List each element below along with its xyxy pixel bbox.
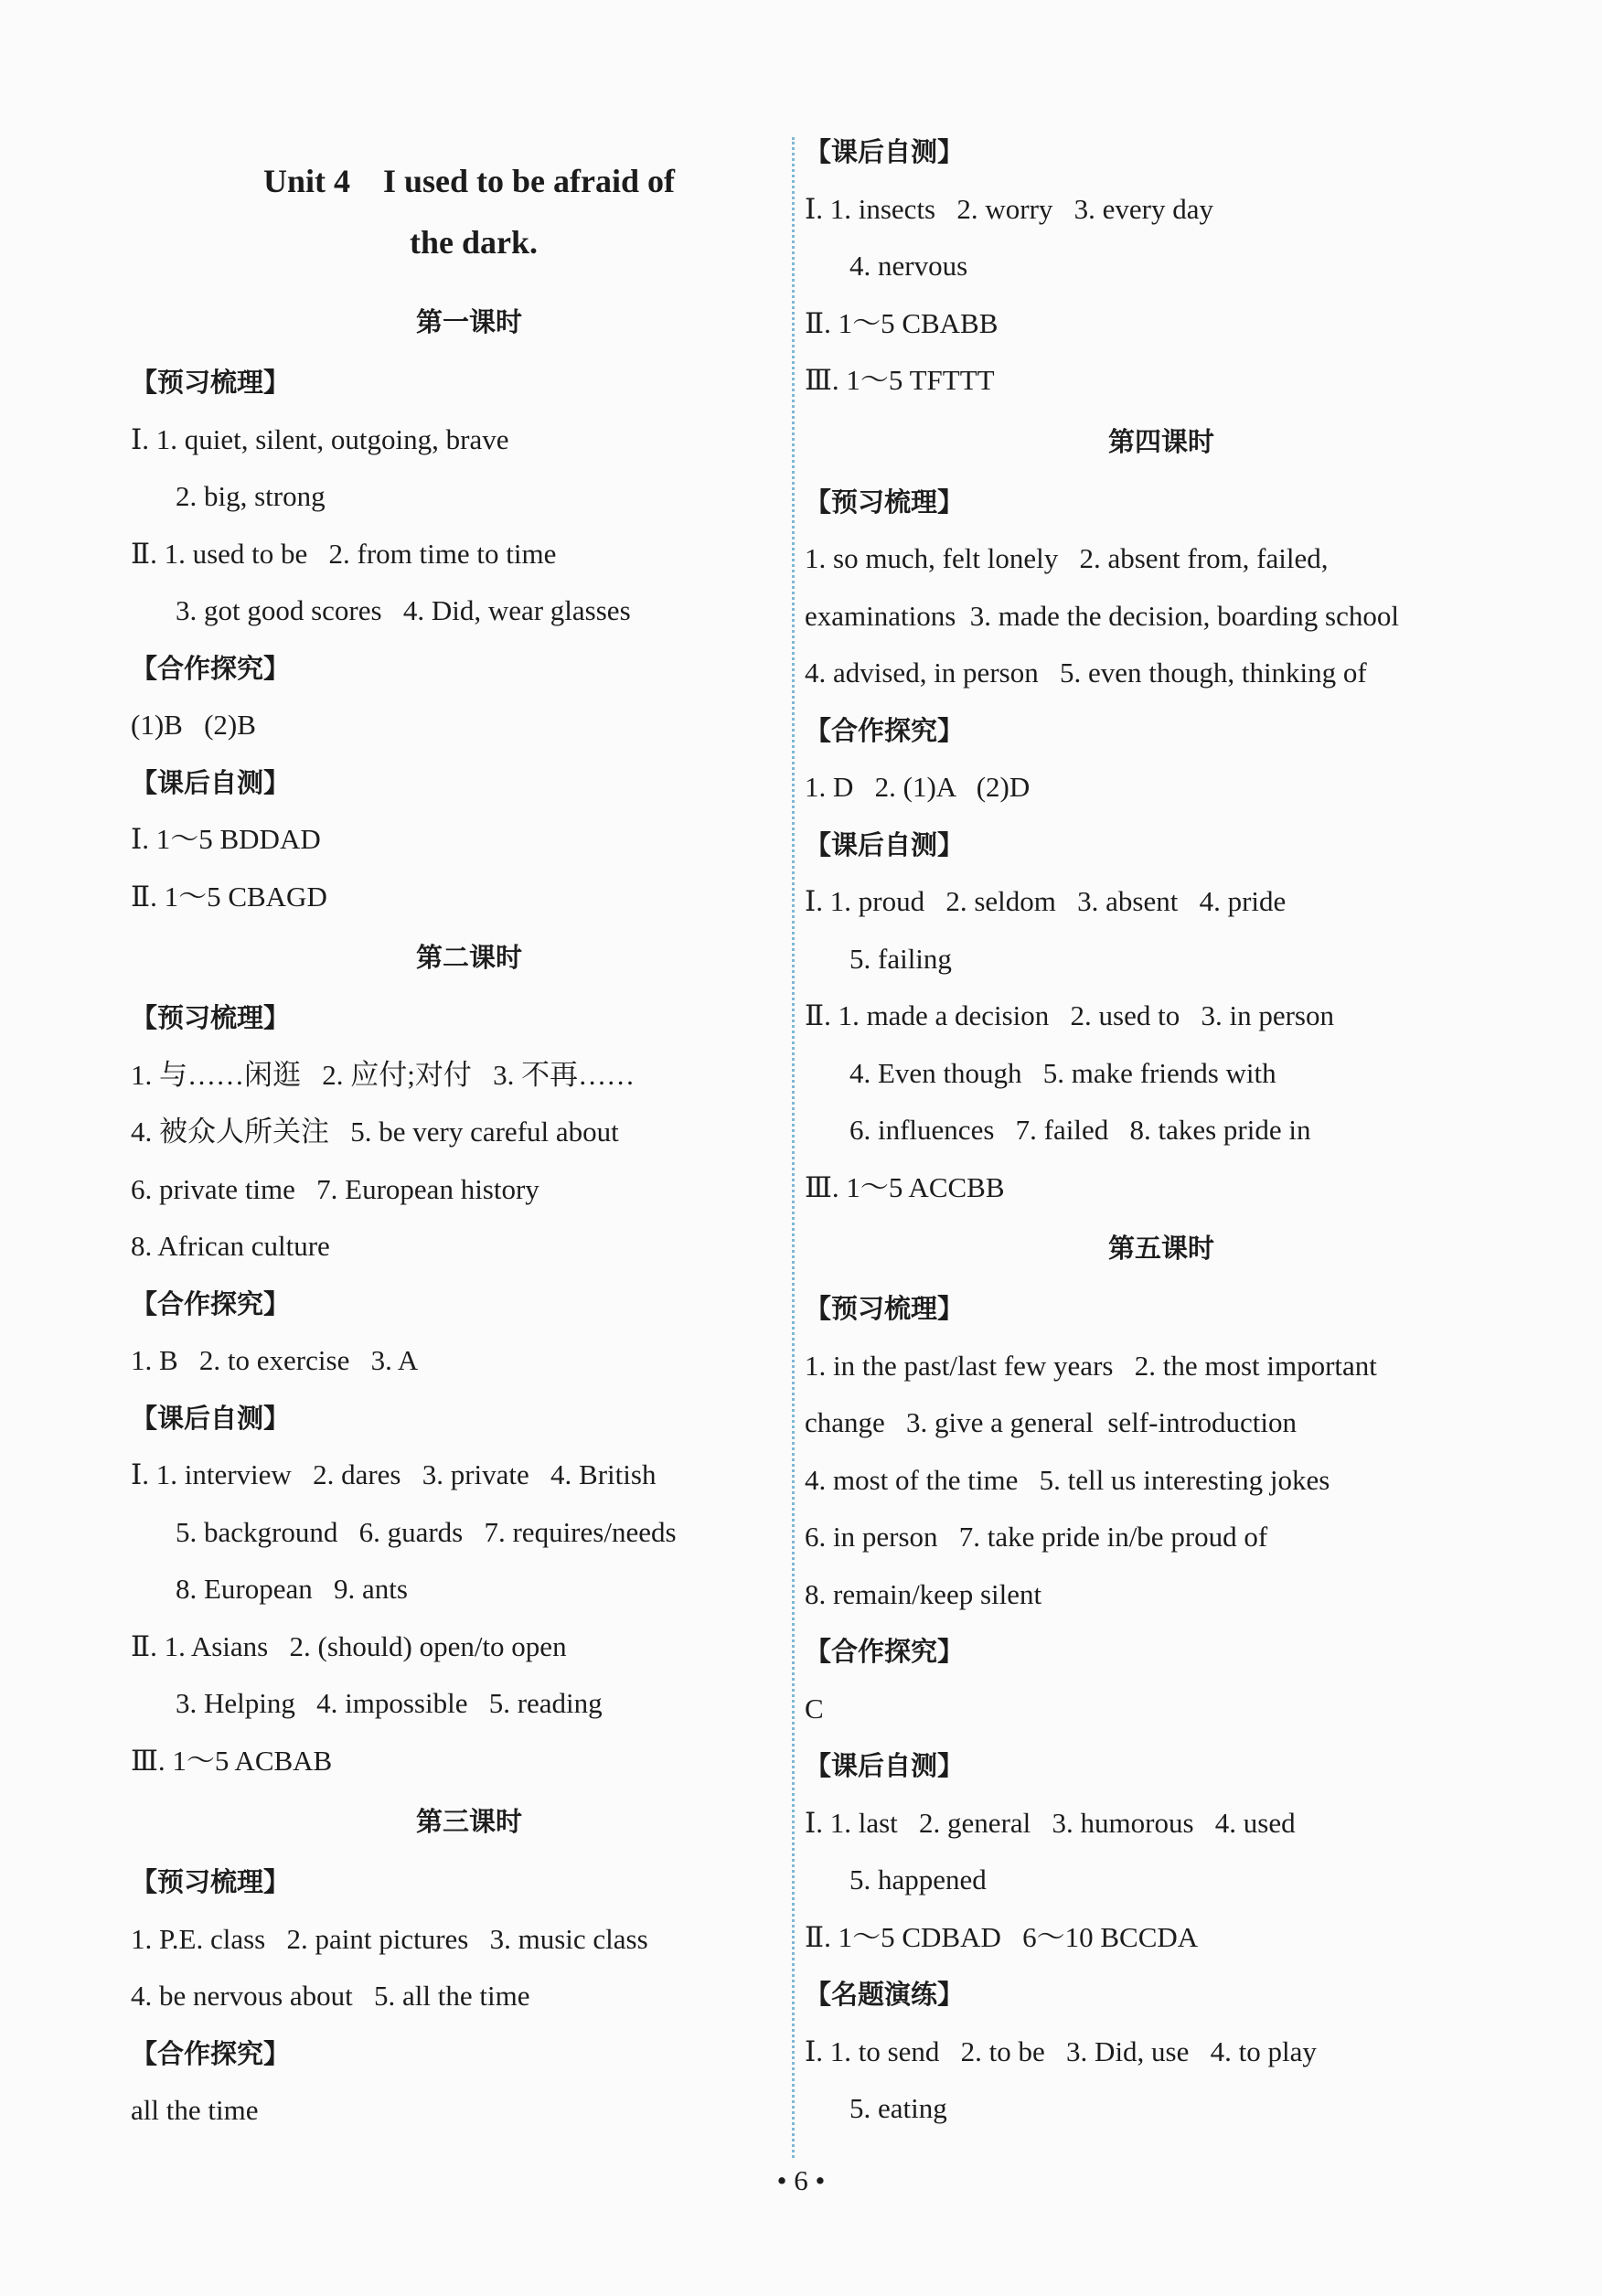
answer-line: Ⅰ. 1. interview 2. dares 3. private 4. British	[131, 1458, 657, 1490]
answer-line: 8. European 9. ants	[176, 1573, 408, 1605]
answer-line: 5. background 6. guards 7. requires/needs	[176, 1515, 677, 1548]
answer-line: 5. failing	[849, 942, 952, 975]
answer-line: 3. Helping 4. impossible 5. reading	[176, 1687, 603, 1719]
answer-line: Ⅱ. 1. Asians 2. (should) open/to open	[131, 1629, 567, 1662]
lesson-4-cooperate-heading: 【合作探究】	[805, 714, 965, 746]
lesson-5-selftest-heading: 【课后自测】	[805, 1750, 965, 1781]
answer-line: Ⅱ. 1～5 CDBAD 6～10 BCCDA	[805, 1920, 1199, 1953]
lesson-2-selftest-heading: 【课后自测】	[131, 1402, 291, 1434]
lesson-5-cooperate-heading: 【合作探究】	[805, 1636, 965, 1667]
answer-line: change 3. give a general self-introduction	[805, 1406, 1297, 1438]
answer-line: 1. 与……闲逛 2. 应付;对付 3. 不再……	[131, 1058, 635, 1091]
answer-line: 5. happened	[849, 1863, 987, 1896]
answer-line: 4. nervous	[849, 250, 968, 282]
answer-line: 1. D 2. (1)A (2)D	[805, 771, 1031, 803]
lesson-2-cooperate-heading: 【合作探究】	[131, 1287, 291, 1319]
left-column	[131, 128, 771, 2140]
column-divider	[792, 137, 795, 2158]
lesson-1-title: 第一课时	[415, 306, 522, 337]
answer-line: examinations 3. made the decision, boarding school	[805, 599, 1399, 632]
lesson-4-selftest-heading: 【课后自测】	[805, 828, 965, 860]
answer-line: Ⅱ. 1～5 CBABB	[805, 306, 999, 339]
unit-title-line-2: the dark.	[409, 224, 538, 261]
answer-line: Ⅲ. 1～5 ACBAB	[131, 1744, 333, 1777]
answer-line: all the time	[131, 2094, 259, 2126]
lesson-2-preview-heading: 【预习梳理】	[131, 1002, 291, 1033]
lesson-3-cooperate-heading: 【合作探究】	[131, 2037, 291, 2069]
page-number: • 6 •	[776, 2164, 826, 2196]
answer-line: Ⅰ. 1. last 2. general 3. humorous 4. used	[805, 1806, 1296, 1839]
answer-line: 4. Even though 5. make friends with	[849, 1056, 1276, 1089]
answer-line: 6. influences 7. failed 8. takes pride in	[849, 1114, 1311, 1146]
answer-line: Ⅱ. 1～5 CBAGD	[131, 880, 327, 913]
answer-line: 1. so much, felt lonely 2. absent from, failed,	[805, 542, 1329, 574]
unit-title	[131, 151, 771, 273]
answer-line: 2. big, strong	[176, 480, 326, 512]
answer-line: Ⅲ. 1～5 ACCBB	[805, 1170, 1005, 1203]
lesson-4-preview-heading: 【预习梳理】	[805, 486, 965, 518]
answer-line: 4. be nervous about 5. all the time	[131, 1980, 530, 2012]
answer-line: Ⅰ. 1. to send 2. to be 3. Did, use 4. to play	[805, 2034, 1317, 2067]
answer-line: 1. in the past/last few years 2. the most important	[805, 1349, 1377, 1382]
answer-line: Ⅰ. 1～5 BDDAD	[131, 823, 321, 855]
answer-line: 1. P.E. class 2. paint pictures 3. music class	[131, 1922, 648, 1955]
unit-title-line-1: Unit 4 I used to be afraid of	[262, 163, 676, 199]
answer-line: Ⅱ. 1. made a decision 2. used to 3. in person	[805, 999, 1334, 1031]
lesson-3-title: 第三课时	[415, 1806, 522, 1837]
answer-line: 1. B 2. to exercise 3. A	[131, 1344, 419, 1376]
lesson-5-preview-heading: 【预习梳理】	[805, 1293, 965, 1324]
answer-line: Ⅰ. 1. quiet, silent, outgoing, brave	[131, 422, 509, 455]
lesson-4-title: 第四课时	[1107, 425, 1214, 457]
answer-line: 3. got good scores 4. Did, wear glasses	[176, 594, 631, 626]
answer-line: 6. in person 7. take pride in/be proud of	[805, 1521, 1268, 1553]
lesson-3-selftest-heading: 【课后自测】	[805, 136, 965, 167]
answer-line: (1)B (2)B	[131, 709, 256, 741]
lesson-1-cooperate-heading: 【合作探究】	[131, 652, 291, 684]
lesson-2-title: 第二课时	[415, 942, 522, 973]
answer-line: Ⅰ. 1. insects 2. worry 3. every day	[805, 192, 1214, 225]
answer-line: 6. private time 7. European history	[131, 1172, 539, 1205]
lesson-5-exercise-heading: 【名题演练】	[805, 1979, 965, 2010]
answer-line: 8. African culture	[131, 1230, 330, 1262]
answer-line: Ⅲ. 1～5 TFTTT	[805, 364, 995, 396]
answer-line: Ⅰ. 1. proud 2. seldom 3. absent 4. pride	[805, 885, 1287, 917]
answer-line: 5. eating	[849, 2092, 947, 2124]
answer-line: 4. advised, in person 5. even though, thinking of	[805, 657, 1367, 689]
answer-line: 8. remain/keep silent	[805, 1577, 1042, 1610]
right-column	[805, 123, 1481, 2138]
lesson-1-selftest-heading: 【课后自测】	[131, 766, 291, 798]
answer-line: Ⅱ. 1. used to be 2. from time to time	[131, 537, 557, 570]
answer-line: C	[805, 1692, 824, 1725]
lesson-5-title: 第五课时	[1107, 1233, 1214, 1264]
lesson-1-preview-heading: 【预习梳理】	[131, 367, 291, 398]
answer-line: 4. most of the time 5. tell us interesting jokes	[805, 1463, 1330, 1496]
lesson-3-preview-heading: 【预习梳理】	[131, 1866, 291, 1897]
answer-line: 4. 被众人所关注 5. be very careful about	[131, 1116, 619, 1148]
